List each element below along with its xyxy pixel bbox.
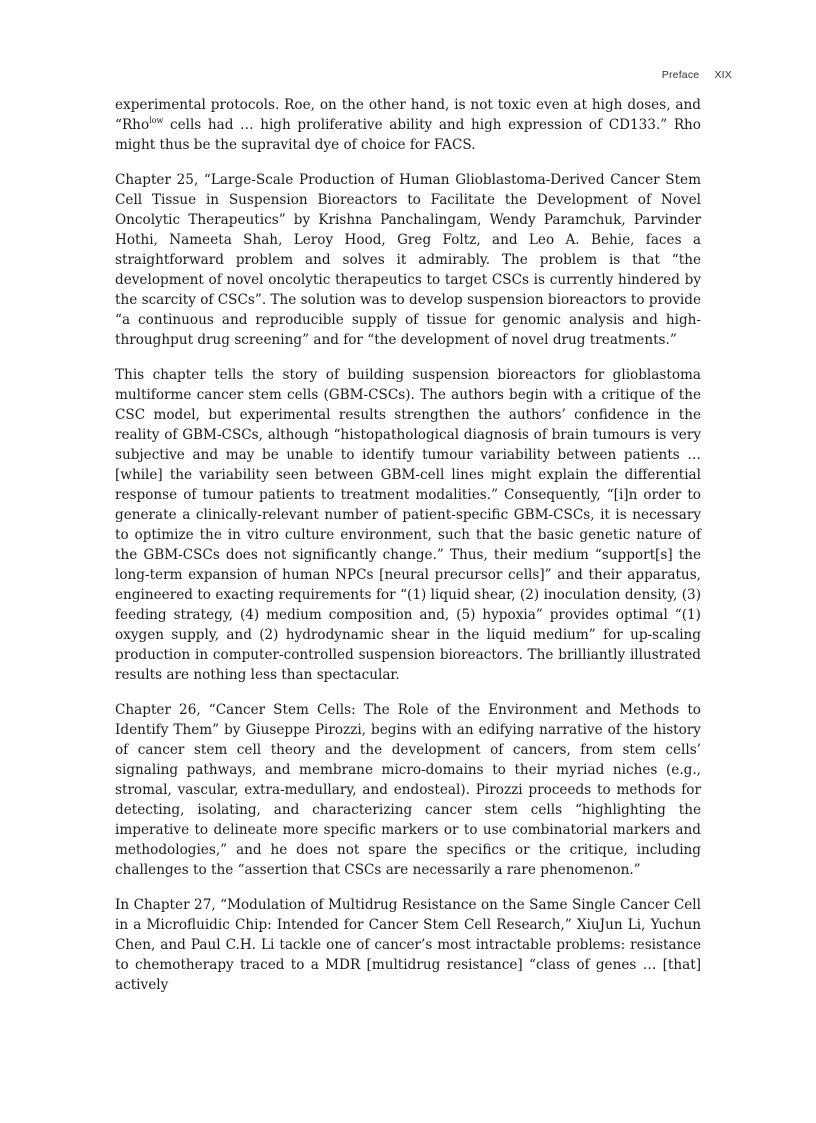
paragraph-gbm-cscs: This chapter tells the story of building suspension bioreactors for glioblastoma multiforme cancer stem cells (GBM-CSCs). The authors begin with a critique of the CSC model, but experimental results strengthen the authors’ confidence in the reality of GBM-CSCs, although “histopathological diagnosis of brain tumours is very subjective and may be unable to identify tumour variability between patients … [while] the variability seen between GBM-cell lines might explain the differential response of tumour patients to treatment modalities.” Consequently, “[i]n order to generate a clinically-relevant number of patient-specific GBM-CSCs, it is necessary to optimize the in vitro culture environment, such that the basic genetic nature of the GBM-CSCs does not significantly change.” Thus, their medium “support[s] the long-term expansion of human NPCs [neural precursor cells]” and their apparatus, engineered to exacting requirements for “(1) liquid shear, (2) inoculation density, (3) feeding strategy, (4) medium composition and, (5) hypoxia” provides optimal “(1) oxygen supply, and (2) hydrodynamic shear in the liquid medium” for up-scaling production in computer-controlled suspension bioreactors. The brilliantly illustrated results are nothing less than spectacular. — [115, 367, 701, 683]
paragraph-chapter-26: Chapter 26, “Cancer Stem Cells: The Role of the Environment and Methods to Identify Them” by Giuseppe Pirozzi, begins with an edifying narrative of the history of cancer stem cell theory and the development of cancers, from stem cells’ signaling pathways, and membrane micro-domains to their myriad niches (e.g., stromal, vascular, extra-medullary, and endosteal). Pirozzi proceeds to methods for detecting, isolating, and characterizing cancer stem cells “highlighting the imperative to delineate more specific markers or to use combinatorial markers and methodologies,” and he does not spare the specifics or the critique, including challenges to the “assertion that CSCs are necessarily a rare phenomenon.” — [115, 702, 701, 878]
superscript-low: low — [149, 116, 164, 125]
paragraph-chapter-25: Chapter 25, “Large-Scale Production of Human Glioblastoma-Derived Cancer Stem Cell Tissue in Suspension Bioreactors to Facilitate the Development of Novel Oncolytic Therapeutics” by Krishna Panchalingam, Wendy Paramchuk, Parvinder Hothi, Nameeta Shah, Leroy Hood, Greg Foltz, and Leo A. Behie, faces a straightforward problem and solves it admirably. The problem is that “the development of novel oncolytic therapeutics to target CSCs is currently hindered by the scarcity of CSCs”. The solution was to develop suspension bioreactors to provide “a continuous and reproducible supply of tissue for genomic analysis and high-throughput drug screening” and for “the development of novel drug treatments.” — [115, 172, 701, 348]
paragraph-chapter-27: In Chapter 27, “Modulation of Multidrug Resistance on the Same Single Cancer Cell in a Microfluidic Chip: Intended for Cancer Stem Cell Research,” XiuJun Li, Yuchun Chen, and Paul C.H. Li tackle one of cancer’s most intractable problems: resistance to chemotherapy traced to a MDR [multidrug resistance] “class of genes … [that] actively — [115, 897, 701, 993]
paragraph-text: experimental protocols. Roe, on the other hand, is not toxic even at high doses, and “Rho — [115, 97, 701, 133]
running-head — [662, 69, 732, 81]
page-number: XIX — [714, 69, 732, 81]
paragraph-continuation — [115, 95, 701, 155]
paragraph-text: cells had … high proliferative ability and high expression of CD133.” Rho might thus be the supravital dye of choice for FACS. — [115, 117, 701, 153]
section-title: Preface — [661, 69, 700, 81]
body-text — [115, 95, 701, 1010]
